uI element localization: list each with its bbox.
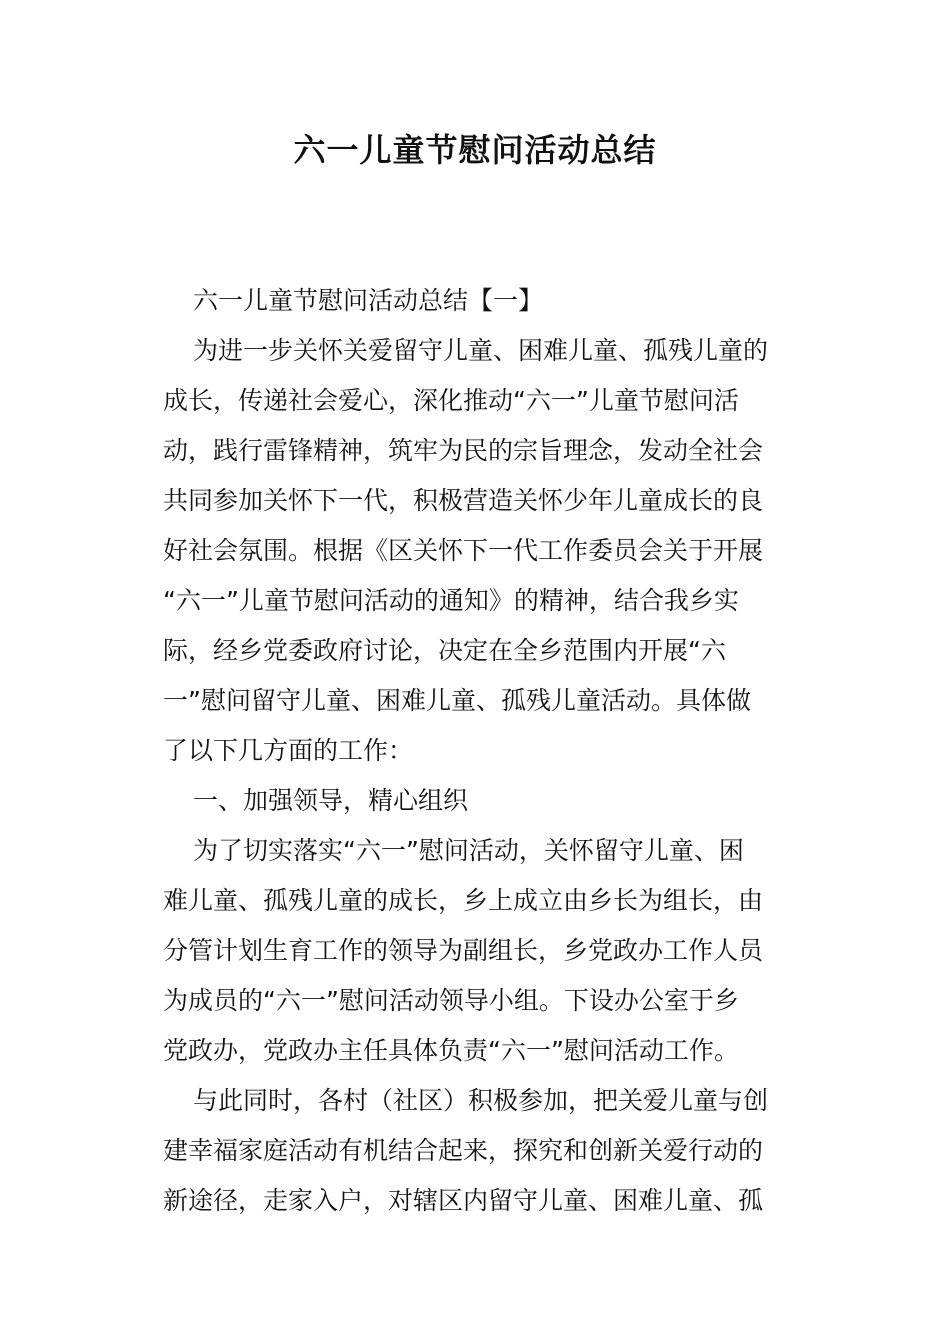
paragraph-line: 建幸福家庭活动有机结合起来，探究和创新关爱行动的 xyxy=(163,1136,764,1165)
paragraph-line: 难儿童、孤残儿童的成长，乡上成立由乡长为组长，由 xyxy=(163,886,764,915)
paragraph-line: 为成员的“六一”慰问活动领导小组。下设办公室于乡 xyxy=(163,986,739,1015)
paragraph-line: 共同参加关怀下一代，积极营造关怀少年儿童成长的良 xyxy=(163,486,764,515)
document-body xyxy=(163,276,788,1226)
paragraph-line: 为进一步关怀关爱留守儿童、困难儿童、孤残儿童的 xyxy=(193,336,769,365)
section-heading: 六一儿童节慰问活动总结【一】 xyxy=(193,286,544,315)
paragraph-line: 分管计划生育工作的领导为副组长，乡党政办工作人员 xyxy=(163,936,764,965)
paragraph-line: 与此同时，各村（社区）积极参加，把关爱儿童与创 xyxy=(193,1086,769,1115)
paragraph-line: 动，践行雷锋精神，筑牢为民的宗旨理念，发动全社会 xyxy=(163,436,764,465)
paragraph-line: 成长，传递社会爱心，深化推动“六一”儿童节慰问活 xyxy=(163,386,739,415)
section-subheading: 一、加强领导，精心组织 xyxy=(193,786,469,815)
paragraph-line: 好社会氛围。根据《区关怀下一代工作委员会关于开展 xyxy=(163,536,764,565)
paragraph-line: 了以下几方面的工作： xyxy=(163,736,414,765)
document-title: 六一儿童节慰问活动总结 xyxy=(293,131,657,169)
paragraph-line: 一”慰问留守儿童、困难儿童、孤残儿童活动。具体做 xyxy=(163,686,751,715)
paragraph-line: 为了切实落实“六一”慰问活动，关怀留守儿童、困 xyxy=(193,836,744,865)
paragraph-line: “六一”儿童节慰问活动的通知》的精神，结合我乡实 xyxy=(163,586,739,615)
paragraph-line: 际，经乡党委政府讨论，决定在全乡范围内开展“六 xyxy=(163,636,726,665)
paragraph-line: 新途径，走家入户，对辖区内留守儿童、困难儿童、孤 xyxy=(163,1186,764,1215)
paragraph-line: 党政办，党政办主任具体负责“六一”慰问活动工作。 xyxy=(163,1036,739,1065)
